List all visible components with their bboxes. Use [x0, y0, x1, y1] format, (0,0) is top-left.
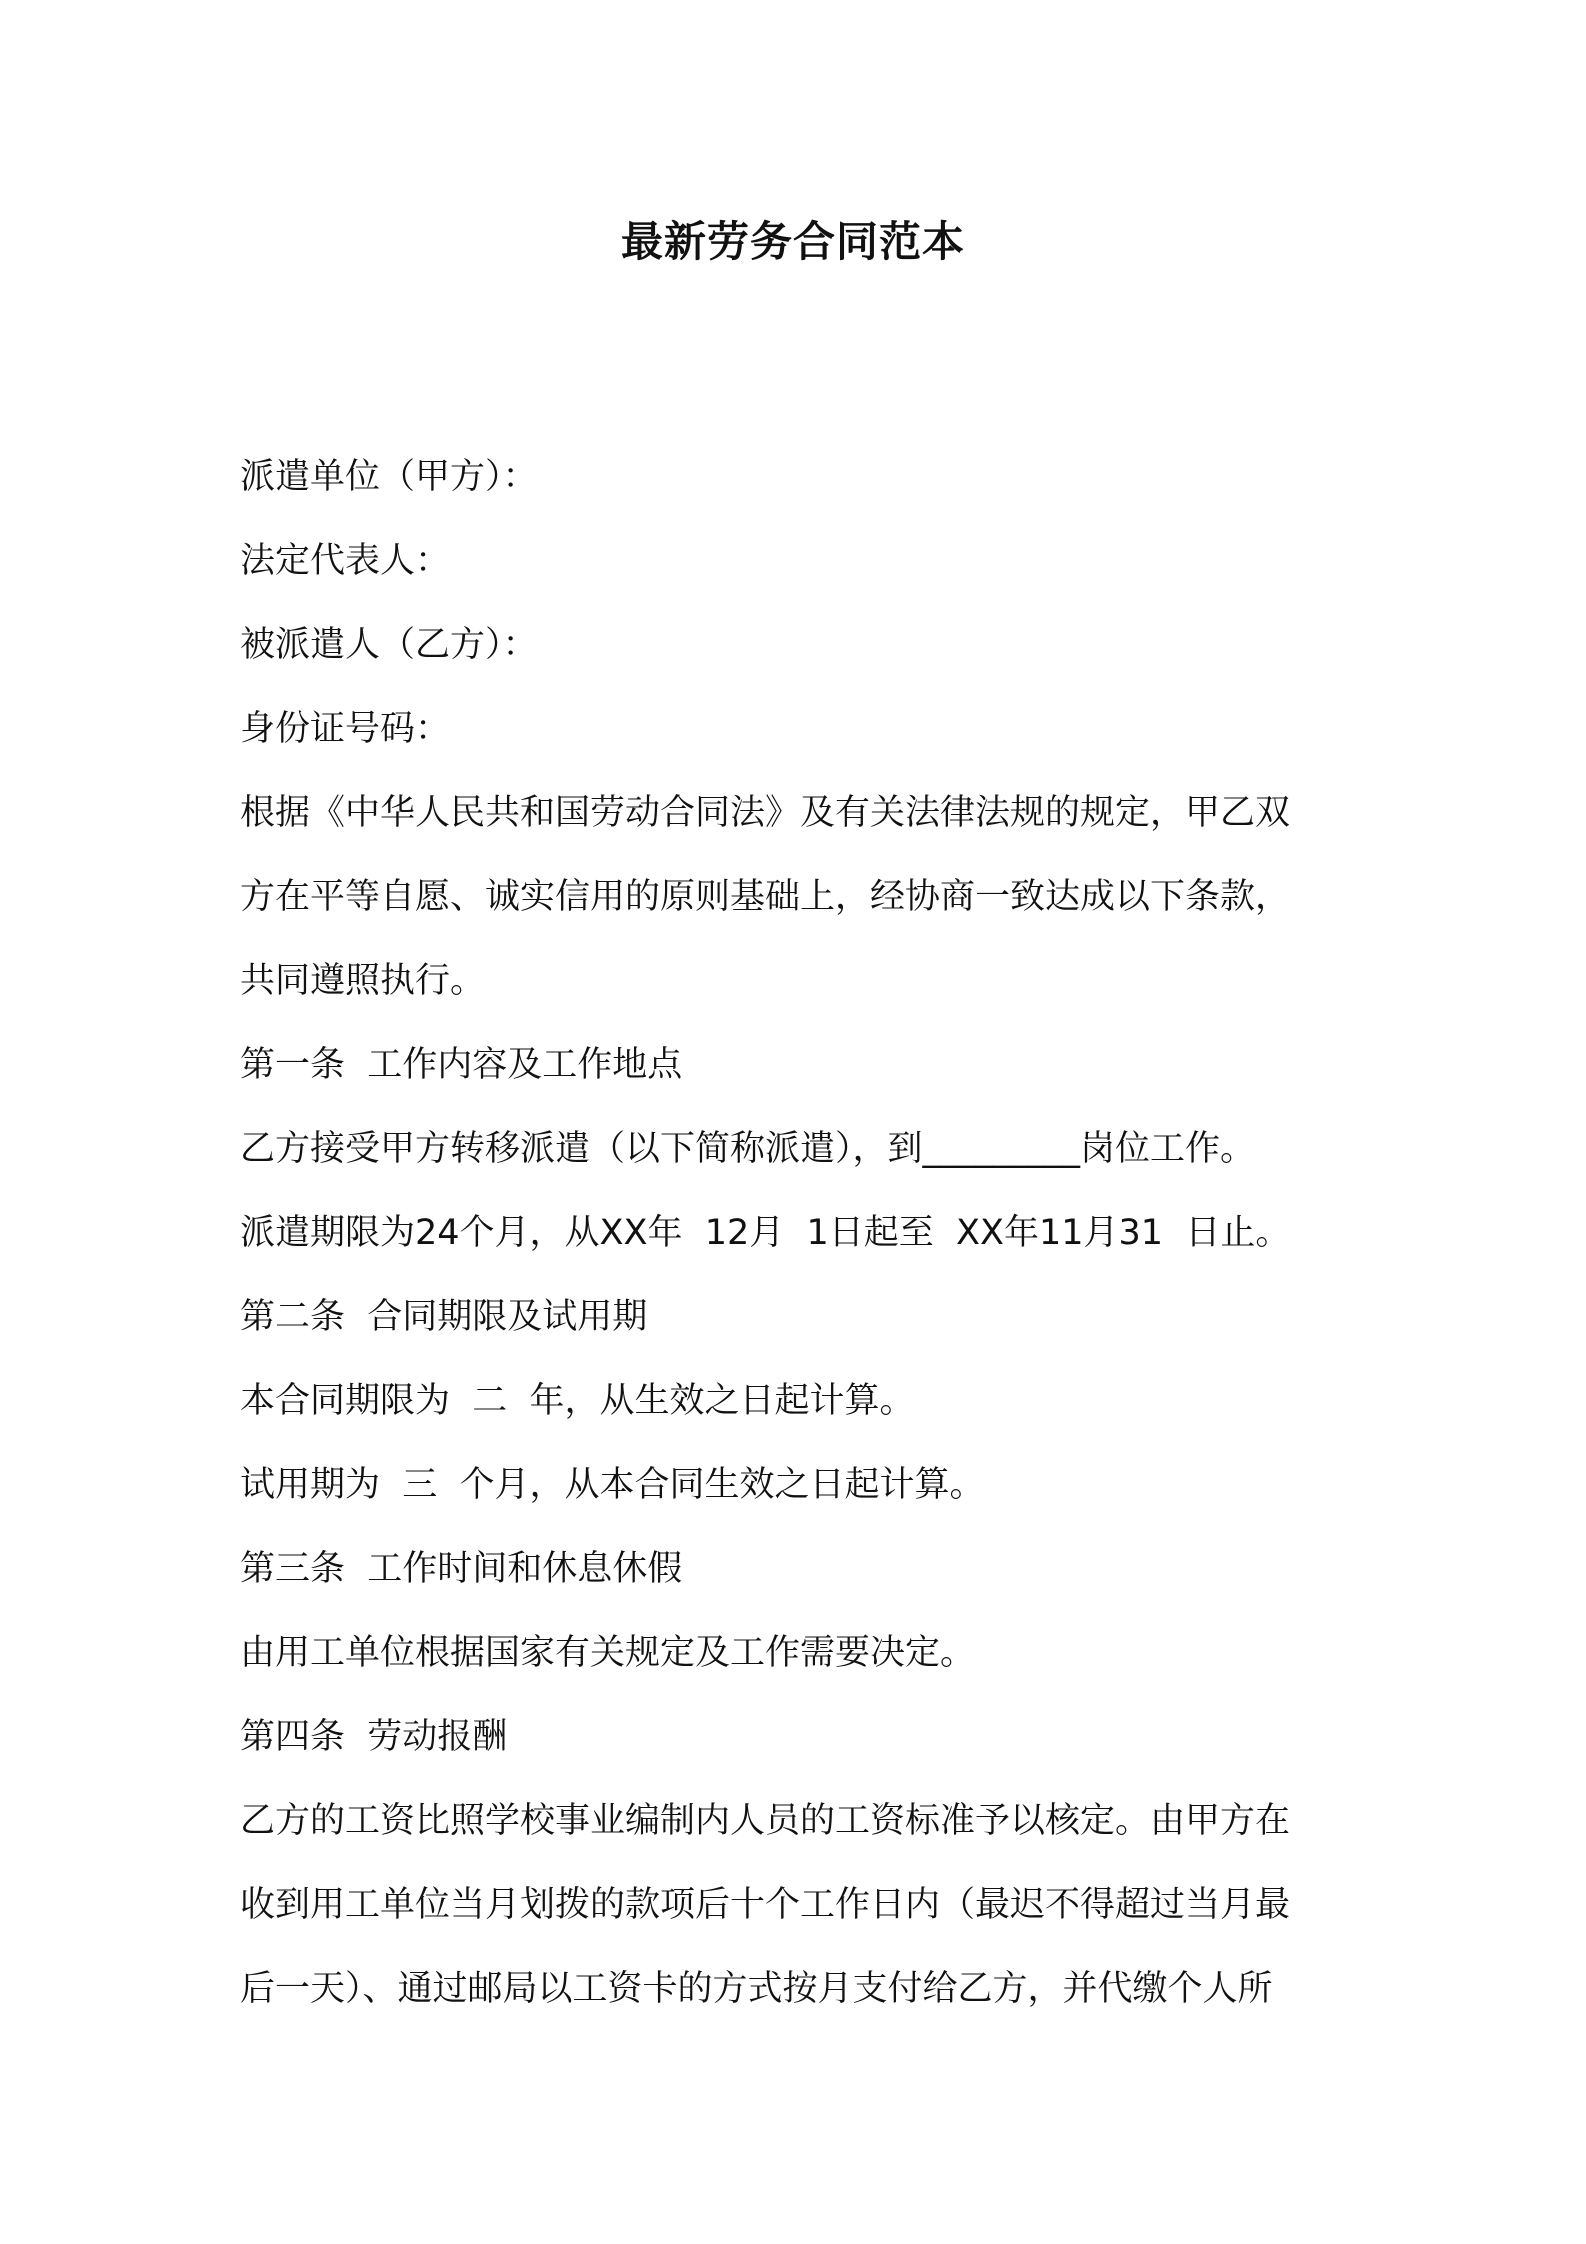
legal-representative-label: 法定代表人：	[240, 541, 451, 581]
article-2-body-line-1: 本合同期限为 二 年，从生效之日起计算。	[240, 1381, 915, 1421]
article-1-body-line-1: 乙方接受甲方转移派遣（以下简称派遣），到_________岗位工作。	[240, 1129, 1256, 1169]
article-4-heading: 第四条 劳动报酬	[240, 1717, 508, 1757]
preamble-line-1: 根据《中华人民共和国劳动合同法》及有关法律法规的规定，甲乙双	[240, 793, 1291, 833]
document-title: 最新劳务合同范本	[620, 217, 965, 266]
article-2-heading: 第二条 合同期限及试用期	[240, 1297, 648, 1337]
preamble-line-2: 方在平等自愿、诚实信用的原则基础上，经协商一致达成以下条款，	[240, 877, 1291, 917]
party-b-label: 被派遣人（乙方）：	[240, 625, 538, 665]
article-4-body-line-3: 后一天）、通过邮局以工资卡的方式按月支付给乙方，并代缴个人所	[240, 1969, 1273, 2009]
article-1-heading: 第一条 工作内容及工作地点	[240, 1045, 683, 1085]
preamble-line-3: 共同遵照执行。	[240, 961, 486, 1001]
article-4-body-line-2: 收到用工单位当月划拨的款项后十个工作日内（最迟不得超过当月最	[240, 1885, 1291, 1925]
article-3-heading: 第三条 工作时间和休息休假	[240, 1549, 683, 1589]
article-2-body-line-2: 试用期为 三 个月，从本合同生效之日起计算。	[240, 1465, 985, 1505]
party-a-label: 派遣单位（甲方）：	[240, 457, 538, 497]
id-number-label: 身份证号码：	[240, 709, 451, 749]
article-4-body-line-1: 乙方的工资比照学校事业编制内人员的工资标准予以核定。由甲方在	[240, 1801, 1291, 1841]
article-1-body-line-2: 派遣期限为24个月，从XX年 12月 1日起至 XX年11月31 日止。	[240, 1213, 1291, 1253]
article-3-body: 由用工单位根据国家有关规定及工作需要决定。	[240, 1633, 976, 1673]
